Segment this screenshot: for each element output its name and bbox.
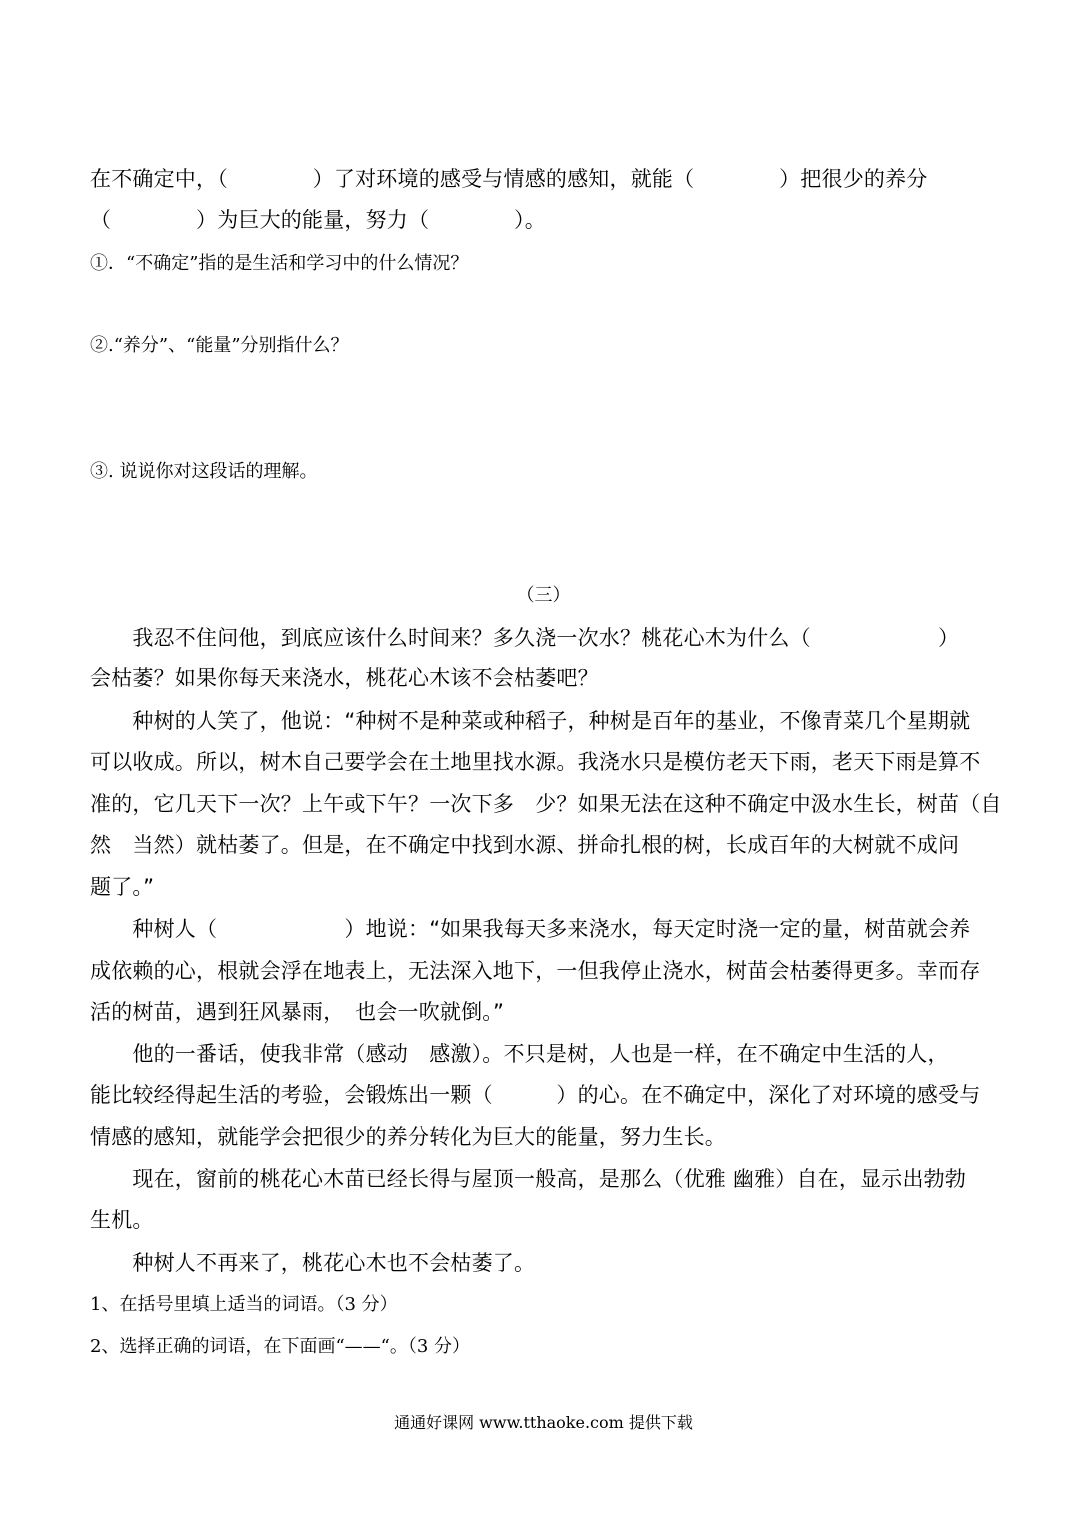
passage-line: 然 当然）就枯萎了。但是，在不确定中找到水源、拼命扎根的树，长成百年的大树就不成问 — [90, 833, 960, 857]
footer-credit: 通通好课网 www.tthaoke.com 提供下载 — [394, 1413, 693, 1432]
passage-line: 现在，窗前的桃花心木苗已经长得与屋顶一般高，是那么（优雅 幽雅）自在，显示出勃勃 — [90, 1167, 967, 1191]
question-1: ①．“不确定”指的是生活和学习中的什么情况？ — [90, 253, 469, 274]
passage-line: 能比较经得起生活的考验，会锻炼出一颗（ ）的心。在不确定中，深化了对环境的感受与 — [90, 1083, 981, 1107]
passage-line: 可以收成。所以，树木自己要学会在土地里找水源。我浇水只是模仿老天下雨，老天下雨是算不 — [90, 750, 981, 774]
section-title: （三） — [516, 585, 571, 606]
passage-line: 情感的感知，就能学会把很少的养分转化为巨大的能量，努力生长。 — [90, 1125, 726, 1149]
task-1: 1、在括号里填上适当的词语。（3 分） — [90, 1294, 398, 1315]
passage-line: 活的树苗，遇到狂风暴雨， 也会一吹就倒。” — [90, 1000, 505, 1024]
passage-line: 种树人不再来了，桃花心木也不会枯萎了。 — [90, 1251, 536, 1275]
passage-line: 成依赖的心，根就会浮在地表上，无法深入地下，一但我停止浇水，树苗会枯萎得更多。幸而存 — [90, 959, 981, 983]
question-2: ②.“养分”、“能量”分别指什么？ — [90, 335, 349, 356]
task-2: 2、选择正确的词语，在下面画“——“。（3 分） — [90, 1336, 471, 1357]
paragraph-top-line: 在不确定中，（ ）了对环境的感受与情感的感知，就能（ ）把很少的养分 — [90, 167, 928, 191]
passage-line: 题了。” — [90, 875, 155, 899]
passage-line: 会枯萎？如果你每天来浇水，桃花心木该不会枯萎吧？ — [90, 666, 599, 690]
passage-line: 准的，它几天下一次？上午或下午？一次下多 少？如果无法在这种不确定中汲水生长，树苗（自 — [90, 792, 1002, 816]
passage-line: 生机。 — [90, 1208, 154, 1232]
passage-line: 种树的人笑了，他说：“种树不是种菜或种稻子，种树是百年的基业，不像青菜几个星期就 — [90, 709, 971, 733]
question-3: ③. 说说你对这段话的理解。 — [90, 461, 318, 482]
passage-line: 他的一番话，使我非常（感动 感激）。不只是树，人也是一样，在不确定中生活的人， — [90, 1042, 949, 1066]
passage-line: 我忍不住问他，到底应该什么时间来？多久浇一次水？桃花心木为什么（ ） — [90, 626, 960, 650]
passage-line: 种树人（ ）地说：“如果我每天多来浇水，每天定时浇一定的量，树苗就会养 — [90, 917, 971, 941]
paragraph-top-line: （ ）为巨大的能量，努力（ ）。 — [90, 208, 546, 232]
